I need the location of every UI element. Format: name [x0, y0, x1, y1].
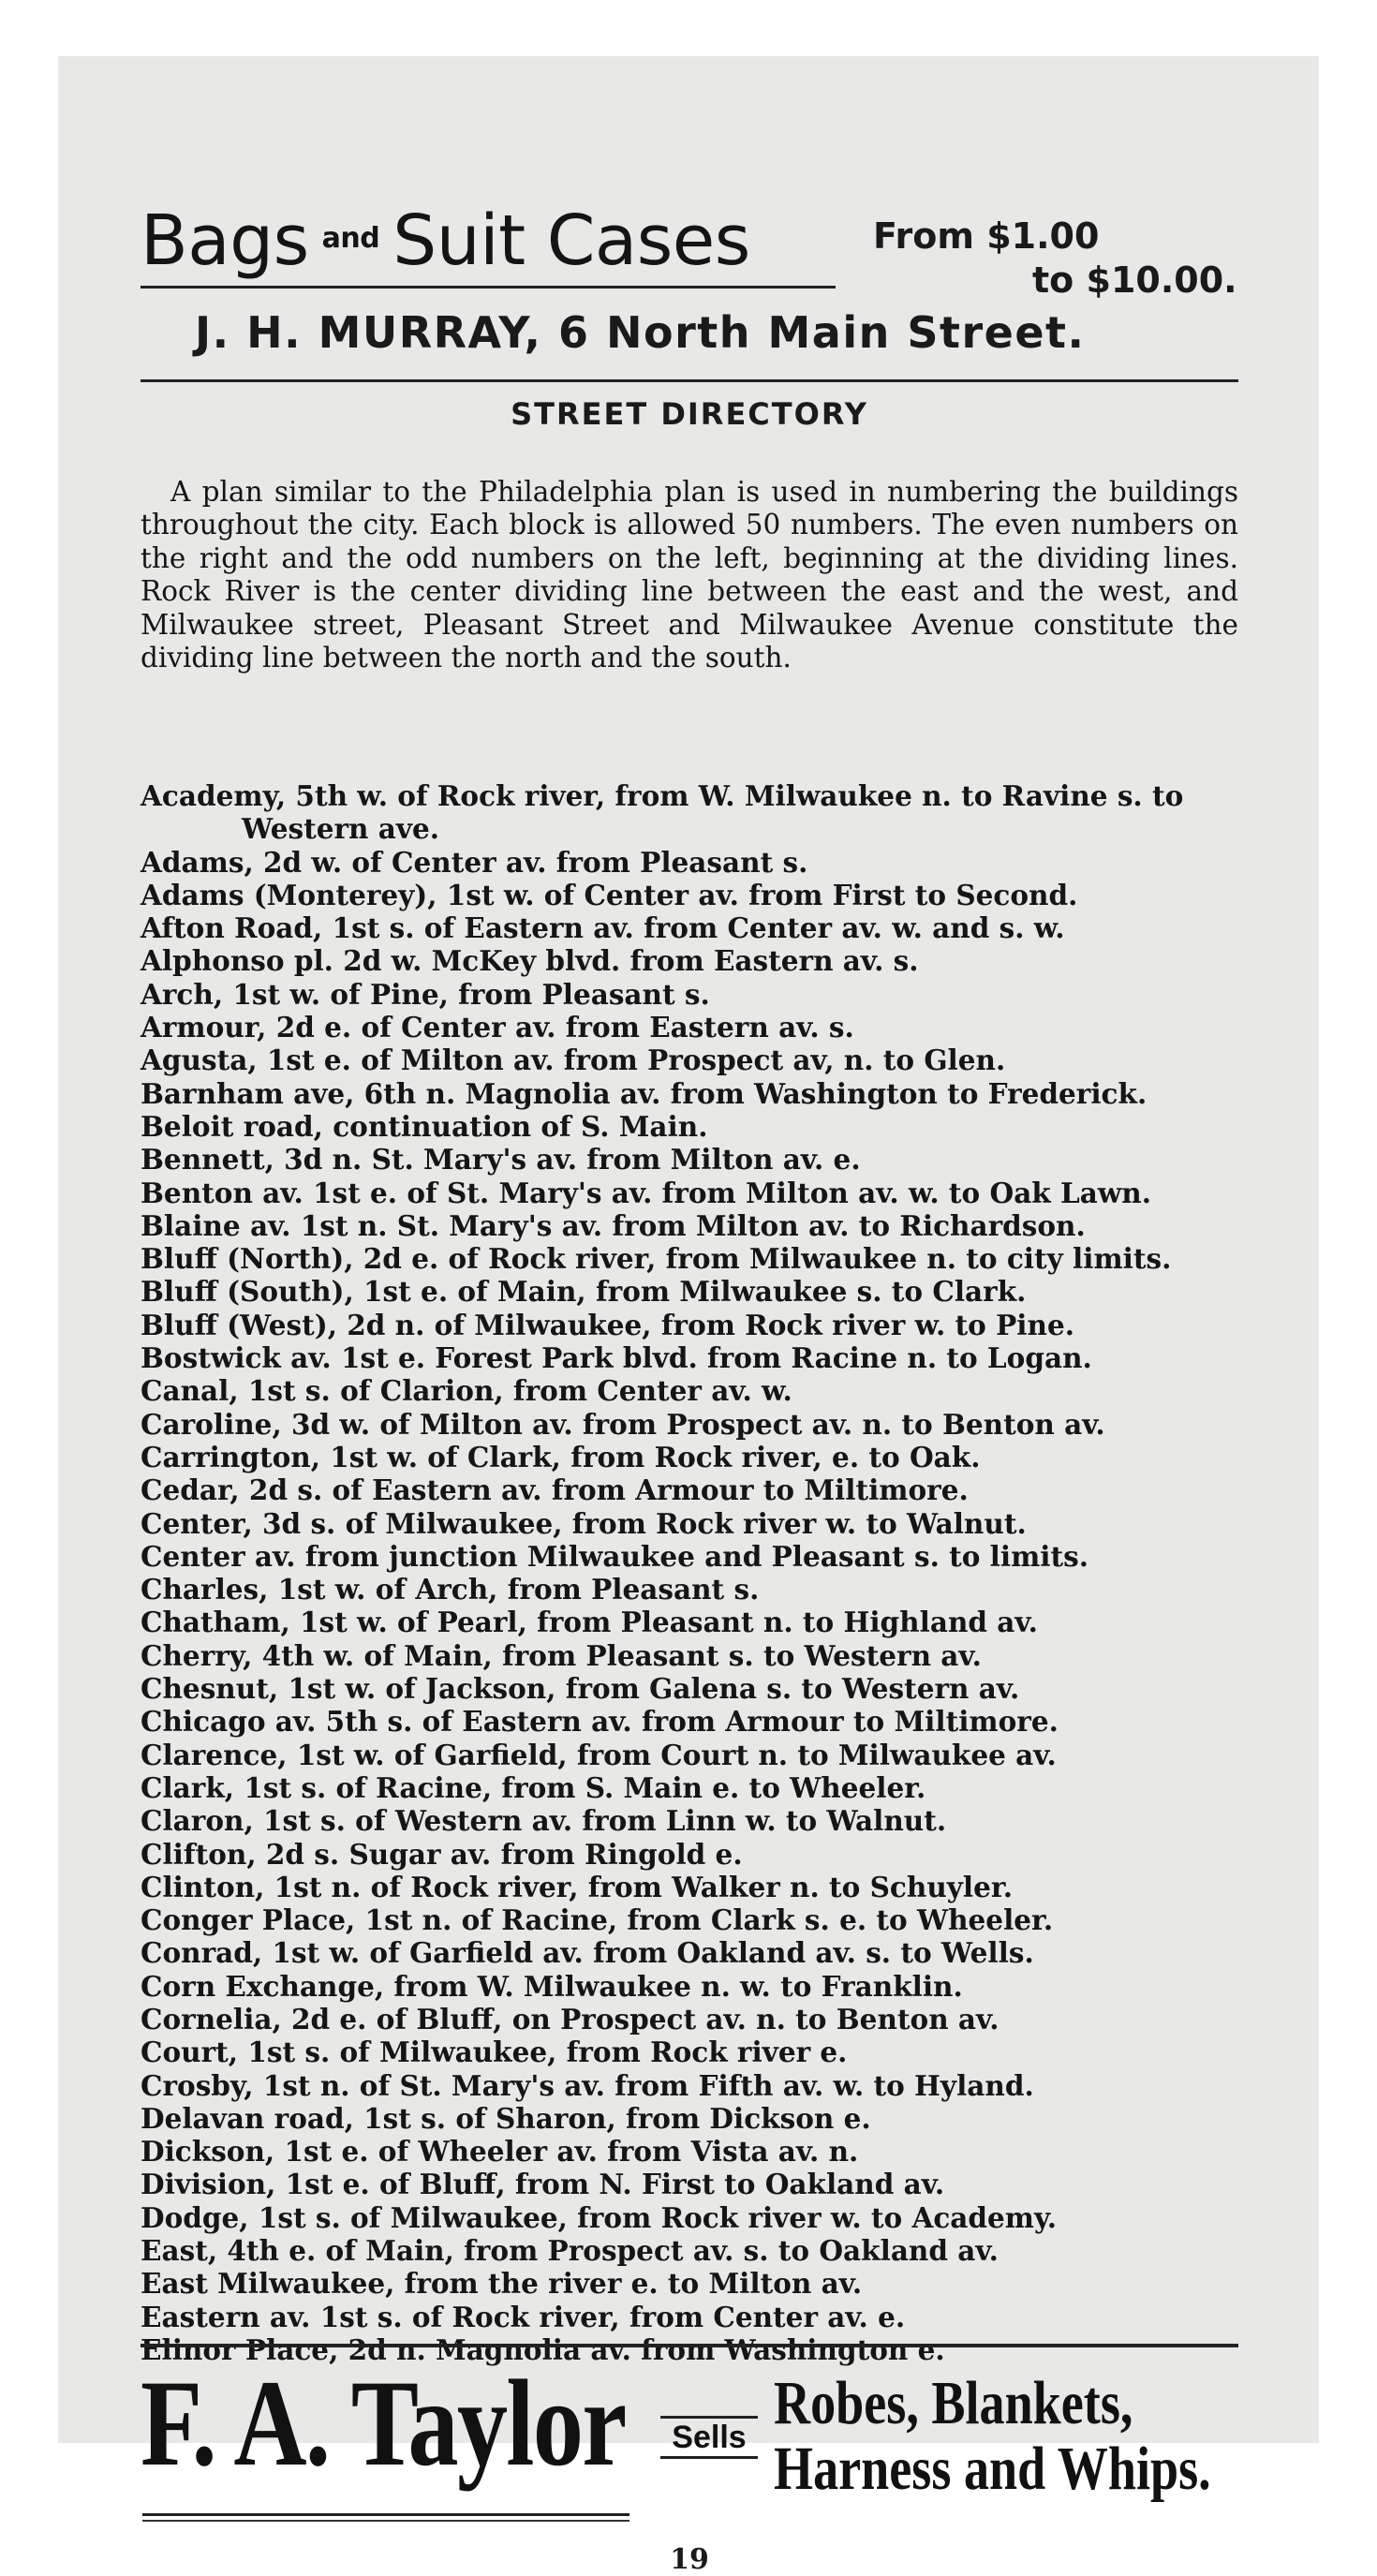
street-entry: Armour, 2d e. of Center av. from Eastern av. s. [141, 1011, 854, 1044]
street-entry: Adams, 2d w. of Center av. from Pleasant s. [141, 845, 808, 879]
street-entry: Chatham, 1st w. of Pearl, from Pleasant n. to Highland av. [141, 1606, 1038, 1639]
street-entry: Court, 1st s. of Milwaukee, from Rock river e. [141, 2036, 848, 2069]
bottom-advertisement [141, 2356, 1238, 2543]
street-entry: Crosby, 1st n. of St. Mary's av. from Fifth av. w. to Hyland. [141, 2068, 1034, 2102]
street-entry: Clifton, 2d s. Sugar av. from Ringold e. [141, 1837, 743, 1871]
street-entry: Eastern av. 1st s. of Rock river, from Center av. e. [141, 2300, 906, 2333]
sells-bar-bottom [660, 2456, 758, 2459]
street-entry: Clinton, 1st n. of Rock river, from Walker n. to Schuyler. [141, 1870, 1013, 1903]
street-entry: Elinor Place, 2d n. Magnolia av. from Washington e. [141, 2332, 945, 2366]
street-entry: Blaine av. 1st n. St. Mary's av. from Milton av. to Richardson. [141, 1208, 1086, 1242]
street-entry: Academy, 5th w. of Rock river, from W. Milwaukee n. to Ravine s. to Western ave. [141, 779, 1184, 846]
intro-paragraph: A plan similar to the Philadelphia plan is used in numbering the buildings throughout the city. Each block is allowed 50 numbers. The even numbers on the right and the odd numbers on the left, beginning at the dividing lines. Rock River is the center dividing line between the east and the west, and Milwaukee street, Pleasant Street and Milwaukee Avenue constitute the dividing line between the north and the south. [141, 475, 1238, 674]
top-divider [141, 379, 1238, 382]
ad-address: J. H. MURRAY, 6 North Main Street. [195, 307, 1086, 358]
street-entry: Chicago av. 5th s. of Eastern av. from Armour to Miltimore. [141, 1705, 1059, 1739]
street-entry: Alphonso pl. 2d w. McKey blvd. from Eastern av. s. [141, 944, 919, 978]
street-entry: Bluff (North), 2d e. of Rock river, from Milwaukee n. to city limits. [141, 1242, 1172, 1276]
street-entry: Cherry, 4th w. of Main, from Pleasant s. to Western av. [141, 1638, 982, 1672]
street-entry: Cornelia, 2d e. of Bluff, on Prospect av. n. to Benton av. [141, 2002, 999, 2036]
street-entry: Charles, 1st w. of Arch, from Pleasant s. [141, 1573, 760, 1606]
street-entry: Afton Road, 1st s. of Eastern av. from Center av. w. and s. w. [141, 911, 1065, 945]
street-list [141, 779, 1238, 2366]
top-advertisement [141, 150, 1238, 375]
sells-bar-top [660, 2416, 758, 2419]
ad-headline-suit-cases: Suit Cases [392, 200, 750, 281]
ad-goods [774, 2371, 1211, 2502]
bottom-divider [141, 2344, 1238, 2347]
ad-sells-label [658, 2405, 761, 2470]
ad-merchant-name: F. A. Taylor [141, 2354, 626, 2492]
page-content [141, 150, 1238, 2576]
ad-headline-and: and [321, 222, 380, 255]
street-entry: Division, 1st e. of Bluff, from N. First to Oakland av. [141, 2168, 945, 2201]
street-entry: Conrad, 1st w. of Garfield av. from Oakland av. s. to Wells. [141, 1936, 1034, 1970]
street-entry: East, 4th e. of Main, from Prospect av. s. to Oakland av. [141, 2234, 999, 2268]
street-entry: Corn Exchange, from W. Milwaukee n. w. to Franklin. [141, 1969, 963, 2003]
street-entry: Canal, 1st s. of Clarion, from Center av. w. [141, 1374, 792, 1408]
ad-goods-line-2: Harness and Whips. [774, 2435, 1211, 2503]
street-entry: Bennett, 3d n. St. Mary's av. from Milton av. e. [141, 1143, 861, 1177]
street-entry: Center av. from junction Milwaukee and Pleasant s. to limits. [141, 1539, 1089, 1573]
street-entry: Delavan road, 1st s. of Sharon, from Dickson e. [141, 2101, 871, 2135]
ad-headline [141, 200, 750, 281]
street-entry: Bluff (South), 1st e. of Main, from Milwaukee s. to Clark. [141, 1275, 1027, 1309]
ad-name-underline-thin [142, 2520, 629, 2522]
page-number: 19 [670, 2543, 709, 2576]
ad-price-to: to $10.00. [1032, 259, 1237, 301]
street-entry: Clarence, 1st w. of Garfield, from Court n. to Milwaukee av. [141, 1738, 1057, 1771]
street-entry: Barnham ave, 6th n. Magnolia av. from Washington to Frederick. [141, 1076, 1148, 1110]
street-entry: Agusta, 1st e. of Milton av. from Prospect av, n. to Glen. [141, 1044, 1006, 1077]
street-entry: Bluff (West), 2d n. of Milwaukee, from Rock river w. to Pine. [141, 1308, 1074, 1341]
street-entry: Claron, 1st s. of Western av. from Linn w. to Walnut. [141, 1804, 947, 1838]
street-entry: Arch, 1st w. of Pine, from Pleasant s. [141, 977, 710, 1011]
street-entry: Center, 3d s. of Milwaukee, from Rock river w. to Walnut. [141, 1506, 1027, 1540]
street-entry: Dodge, 1st s. of Milwaukee, from Rock river w. to Academy. [141, 2200, 1058, 2234]
street-entry: Bostwick av. 1st e. Forest Park blvd. from Racine n. to Logan. [141, 1341, 1092, 1375]
ad-headline-underline [141, 286, 836, 289]
street-entry: Conger Place, 1st n. of Racine, from Clark s. e. to Wheeler. [141, 1903, 1054, 1937]
street-entry: Carrington, 1st w. of Clark, from Rock river, e. to Oak. [141, 1440, 981, 1473]
section-title: STREET DIRECTORY [511, 396, 868, 432]
street-entry: East Milwaukee, from the river e. to Milton av. [141, 2267, 863, 2301]
ad-goods-line-1: Robes, Blankets, [774, 2369, 1133, 2437]
street-entry: Benton av. 1st e. of St. Mary's av. from Milton av. w. to Oak Lawn. [141, 1176, 1151, 1209]
ad-headline-bags: Bags [141, 200, 309, 281]
street-entry: Chesnut, 1st w. of Jackson, from Galena s. to Western av. [141, 1672, 1020, 1706]
sells-word: Sells [672, 2420, 747, 2455]
street-entry: Cedar, 2d s. of Eastern av. from Armour to Miltimore. [141, 1473, 969, 1507]
street-entry: Dickson, 1st e. of Wheeler av. from Vista av. n. [141, 2135, 859, 2169]
street-entry: Clark, 1st s. of Racine, from S. Main e. to Wheeler. [141, 1770, 926, 1804]
street-entry: Beloit road, continuation of S. Main. [141, 1109, 708, 1143]
directory-page [58, 56, 1319, 2576]
ad-name-underline [142, 2513, 629, 2516]
street-entry: Caroline, 3d w. of Milton av. from Prospect av. n. to Benton av. [141, 1407, 1105, 1441]
ad-price-from: From $1.00 [873, 215, 1100, 257]
street-entry: Adams (Monterey), 1st w. of Center av. from First to Second. [141, 878, 1078, 911]
